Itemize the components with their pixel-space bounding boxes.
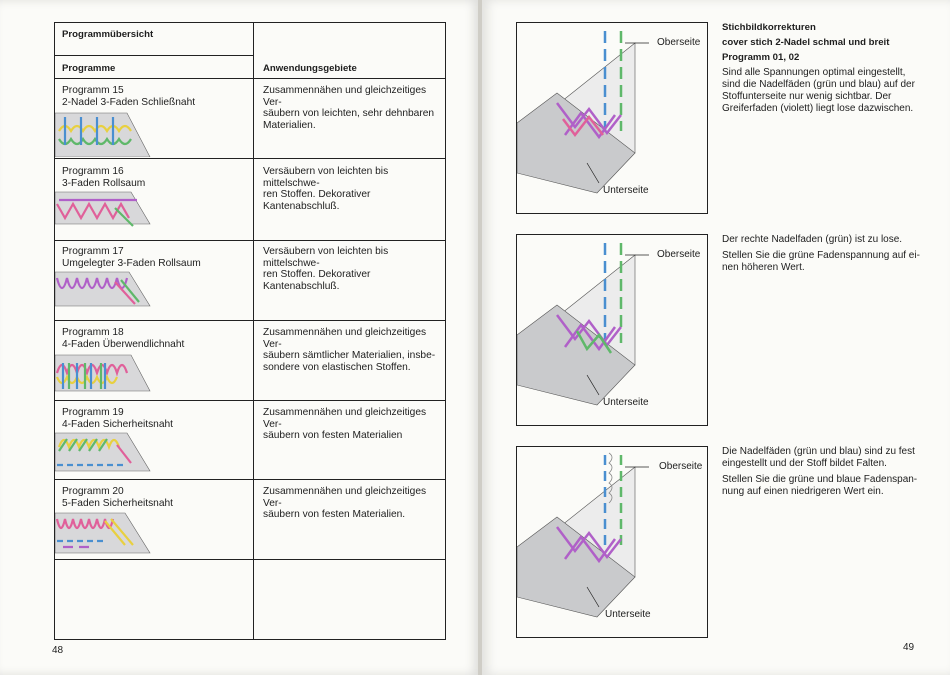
note-line: sind die Nadelfäden (grün und blau) auf der — [722, 79, 915, 90]
row-divider — [55, 158, 445, 159]
program-number: Programm 17 — [62, 246, 124, 257]
row-program-17 — [62, 246, 247, 269]
correction-note-1 — [722, 22, 927, 115]
program-name: 3-Faden Rollsaum — [62, 177, 146, 189]
label-bottom-side: Unterseite — [603, 185, 649, 196]
col-header-program: Programme — [62, 63, 116, 74]
col-header-application: Anwendungsgebiete — [263, 63, 357, 74]
page-number-right: 49 — [903, 642, 915, 653]
table-title: Programmübersicht — [62, 29, 154, 40]
note-heading: Stichbildkorrekturen — [722, 22, 816, 33]
note-line: eingestellt und der Stoff bildet Falten. — [722, 458, 887, 469]
program-number: Programm 16 — [62, 166, 124, 177]
application-line: Versäubern von leichten bis mittelschwe- — [263, 166, 389, 189]
stitch-illustration-19 — [55, 429, 153, 477]
application-line: Zusammennähen und gleichzeitiges Ver- — [263, 327, 427, 350]
row-application-17 — [263, 246, 443, 292]
application-line: Materialien. — [263, 119, 316, 131]
program-number: Programm 19 — [62, 407, 124, 418]
stitch-diagram-too-tight — [516, 446, 708, 638]
note-line: nen höheren Wert. — [722, 262, 805, 273]
correction-note-2 — [722, 234, 927, 278]
page-number-left: 48 — [52, 645, 64, 656]
note-line: nung auf einen niedrigeren Wert ein. — [722, 486, 884, 497]
note-subheading: cover stich 2-Nadel schmal und breit — [722, 37, 890, 48]
row-divider — [55, 240, 445, 241]
application-line: ren Stoffen. Dekorativer Kantenabschluß. — [263, 269, 371, 292]
note-paragraph — [722, 234, 927, 246]
stitch-diagram-correct — [516, 22, 708, 214]
application-line: säubern von festen Materialien. — [263, 509, 406, 520]
application-line: säubern sämtlicher Materialien, insbe- — [263, 350, 436, 361]
stitch-illustration-16 — [55, 188, 153, 236]
application-line: Zusammennähen und gleichzeitiges Ver- — [263, 85, 427, 108]
program-name: 4-Faden Überwendlichnaht — [62, 338, 185, 350]
application-line: ren Stoffen. Dekorativer Kantenabschluß. — [263, 189, 371, 212]
application-line: säubern von festen Materialien — [263, 430, 403, 441]
row-divider — [55, 400, 445, 401]
row-program-16 — [62, 166, 247, 189]
note-paragraph — [722, 446, 927, 470]
note-line: Der rechte Nadelfaden (grün) ist zu lose. — [722, 234, 903, 245]
note-program: Programm 01, 02 — [722, 52, 800, 63]
stitch-illustration-17 — [55, 268, 153, 316]
row-application-15 — [263, 85, 443, 131]
application-line: säubern von leichten, sehr dehnbaren — [263, 108, 435, 119]
correction-note-3 — [722, 446, 927, 502]
column-divider — [253, 23, 254, 639]
label-bottom-side: Unterseite — [603, 397, 649, 408]
note-line: Die Nadelfäden (grün und blau) sind zu fest — [722, 446, 915, 457]
note-line: Stellen Sie die grüne Fadenspannung auf ei- — [722, 250, 920, 261]
row-application-18 — [263, 327, 443, 373]
row-program-15 — [62, 85, 247, 108]
application-line: sondere von elastischen Stoffen. — [263, 361, 411, 373]
program-name: 2-Nadel 3-Faden Schließnaht — [62, 96, 196, 108]
row-program-19 — [62, 407, 247, 430]
row-divider — [55, 479, 445, 480]
note-paragraph — [722, 250, 927, 274]
row-program-18 — [62, 327, 247, 350]
header-divider — [55, 78, 445, 79]
row-application-20 — [263, 486, 443, 521]
program-name: Umgelegter 3-Faden Rollsaum — [62, 257, 201, 269]
program-name: 4-Faden Sicherheitsnaht — [62, 418, 173, 430]
title-divider — [55, 55, 253, 56]
label-top-side: Oberseite — [657, 37, 701, 48]
application-line: Versäubern von leichten bis mittelschwe- — [263, 246, 389, 269]
label-top-side: Oberseite — [657, 249, 701, 260]
program-number: Programm 18 — [62, 327, 124, 338]
row-application-19 — [263, 407, 443, 442]
program-name: 5-Faden Sicherheitsnaht — [62, 497, 173, 509]
note-line: Sind alle Spannungen optimal eingestellt, — [722, 67, 906, 78]
stitch-illustration-20 — [55, 509, 153, 557]
application-line: Zusammennähen und gleichzeitiges Ver- — [263, 407, 427, 430]
row-divider — [55, 559, 445, 560]
stitch-diagram-green-loose — [516, 234, 708, 426]
program-overview-table — [54, 22, 446, 640]
stitch-illustration-18 — [55, 351, 153, 399]
note-line: Stellen Sie die grüne und blaue Fadenspan- — [722, 474, 918, 485]
note-line: Stoffunterseite nur wenig sichtbar. Der — [722, 91, 892, 102]
row-program-20 — [62, 486, 247, 509]
label-top-side: Oberseite — [659, 461, 703, 472]
program-number: Programm 20 — [62, 486, 124, 497]
label-bottom-side: Unterseite — [605, 609, 651, 620]
application-line: Zusammennähen und gleichzeitiges Ver- — [263, 486, 427, 509]
note-line: Greiferfaden (violett) liegt lose dazwischen. — [722, 103, 914, 114]
row-divider — [55, 320, 445, 321]
row-application-16 — [263, 166, 443, 212]
note-paragraph — [722, 474, 927, 498]
program-number: Programm 15 — [62, 85, 124, 96]
stitch-illustration-15 — [55, 109, 153, 157]
